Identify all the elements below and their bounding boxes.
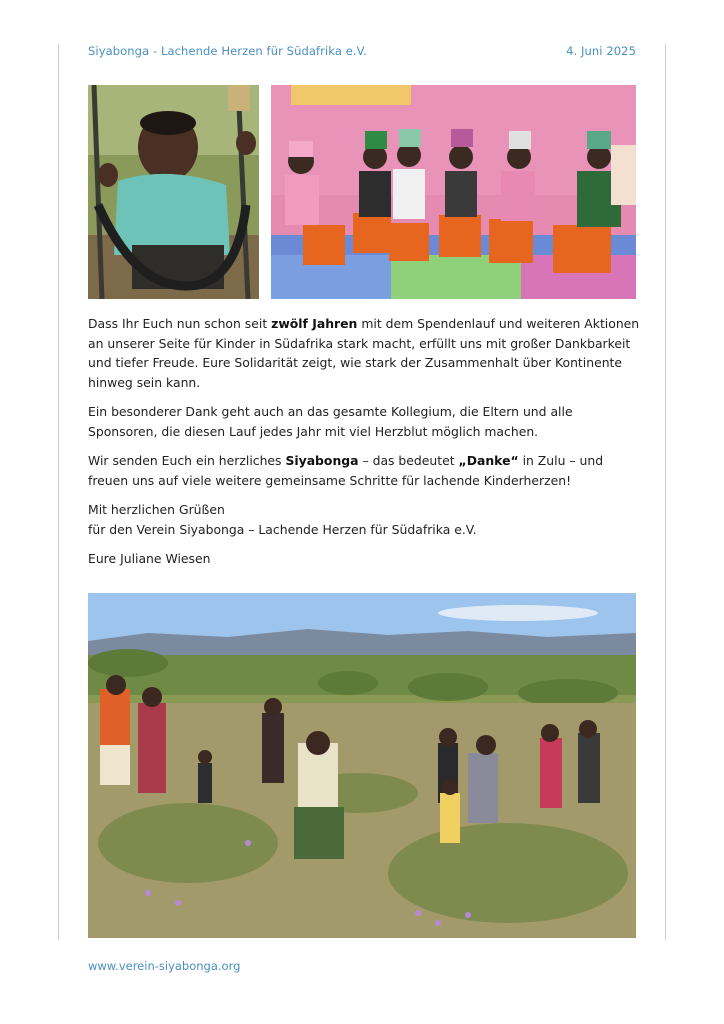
p3-text-start: Wir senden Euch ein herzliches [88,453,286,468]
p3-text-end: in Zulu – und freuen uns auf viele weitere gemeinsame Schritte für lachende Kinderherzen! [88,453,604,488]
closing-greeting: Mit herzlichen Grüßen [88,502,225,517]
letter-body [88,314,640,579]
right-margin-rule [665,44,666,940]
p1-text-end: mit dem Spendenlauf und weiteren Aktionen an unserer Seite für Kinder in Südafrika stark macht, erfüllt uns mit großer Dankbarkeit und tiefer Freude. Eure Solidarität zeigt, wie stark der Zusammenhalt über Kontinente hinweg sein kann. [88,316,640,390]
signature: Eure Juliane Wiesen [88,551,211,566]
left-margin-rule [58,44,59,940]
p3-highlight-siyabonga: Siyabonga [285,453,359,468]
page-header [88,44,636,58]
p1-highlight-years: zwölf Jahren [271,316,358,331]
paragraph-siyabonga [88,451,640,490]
p3-text-middle: – das bedeutet [358,453,459,468]
photo-children-classroom [271,85,636,299]
p1-text-start: Dass Ihr Euch nun schon seit [88,316,272,331]
photo-child-on-swing [88,85,259,299]
header-org-name: Siyabonga - Lachende Herzen für Südafrika e.V. [88,44,367,58]
paragraph-thanks [88,314,640,392]
header-date: 4. Juni 2025 [566,44,636,58]
footer-website: www.verein-siyabonga.org [88,959,241,973]
photo-group-in-field [88,593,636,938]
p3-highlight-danke: „Danke“ [458,453,519,468]
closing-organization: für den Verein Siyabonga – Lachende Herzen für Südafrika e.V. [88,521,477,537]
paragraph-special-thanks: Ein besonderer Dank geht auch an das gesamte Kollegium, die Eltern und alle Sponsoren, die diesen Lauf jedes Jahr mit viel Herzblut möglich machen. [88,404,573,439]
closing [88,500,640,539]
